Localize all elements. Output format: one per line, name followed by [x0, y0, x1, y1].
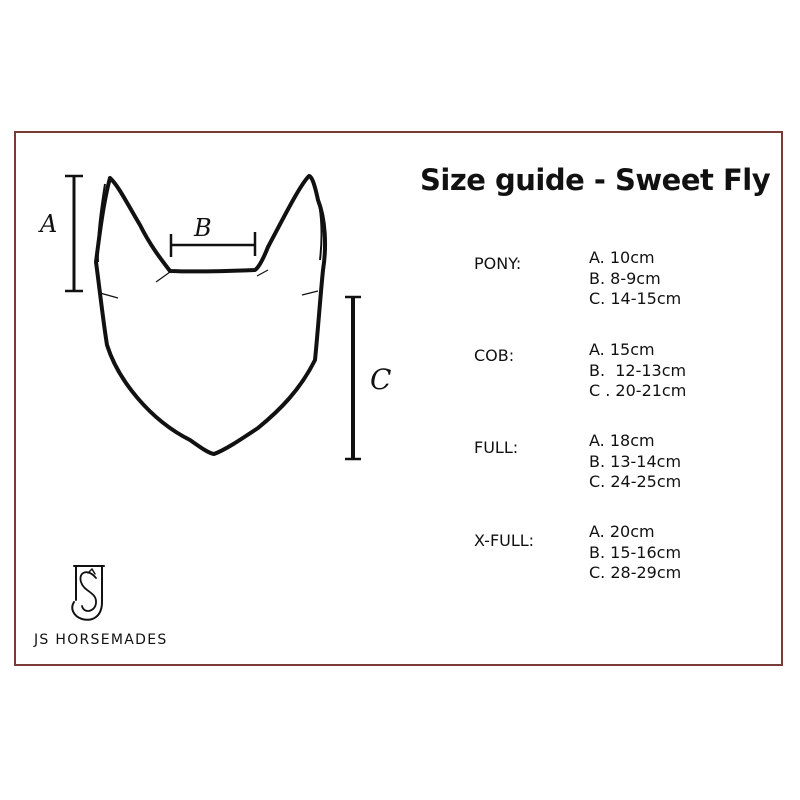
size-value: B. 15-16cm [589, 542, 682, 562]
size-value: B. 8-9cm [589, 268, 661, 288]
size-value: C. 24-25cm [589, 472, 682, 491]
size-value: A. 10cm [589, 248, 655, 267]
brand-name: JS HORSEMADES [34, 632, 168, 648]
page-title: Size guide - Sweet Fly [420, 163, 771, 197]
dimension-a-marker [65, 176, 83, 291]
dimension-a-label: A [40, 210, 58, 238]
size-name-pony: PONY: [474, 254, 522, 273]
size-value: C. 28-29cm [589, 563, 682, 582]
size-value: B. 13-14cm [589, 451, 682, 471]
size-name-cob: COB: [474, 346, 515, 365]
size-name-full: FULL: [474, 438, 519, 457]
size-value: B. 12-13cm [589, 360, 687, 380]
size-value: C. 14-15cm [589, 289, 682, 308]
size-value: A. 20cm [589, 522, 655, 541]
size-values-full [589, 431, 681, 493]
size-values-cob [589, 340, 686, 402]
size-name-x-full: X-FULL: [474, 531, 535, 550]
size-value: A. 18cm [589, 431, 655, 450]
dimension-c-marker [345, 297, 361, 459]
dimension-b-label: B [194, 214, 212, 242]
dimension-c-label: C [370, 363, 392, 396]
size-values-pony [589, 248, 681, 310]
dimension-b-marker [171, 232, 255, 257]
size-values-x-full [589, 522, 681, 584]
brand-logo [72, 566, 104, 620]
size-value: A. 15cm [589, 340, 655, 359]
size-value: C . 20-21cm [589, 381, 687, 400]
